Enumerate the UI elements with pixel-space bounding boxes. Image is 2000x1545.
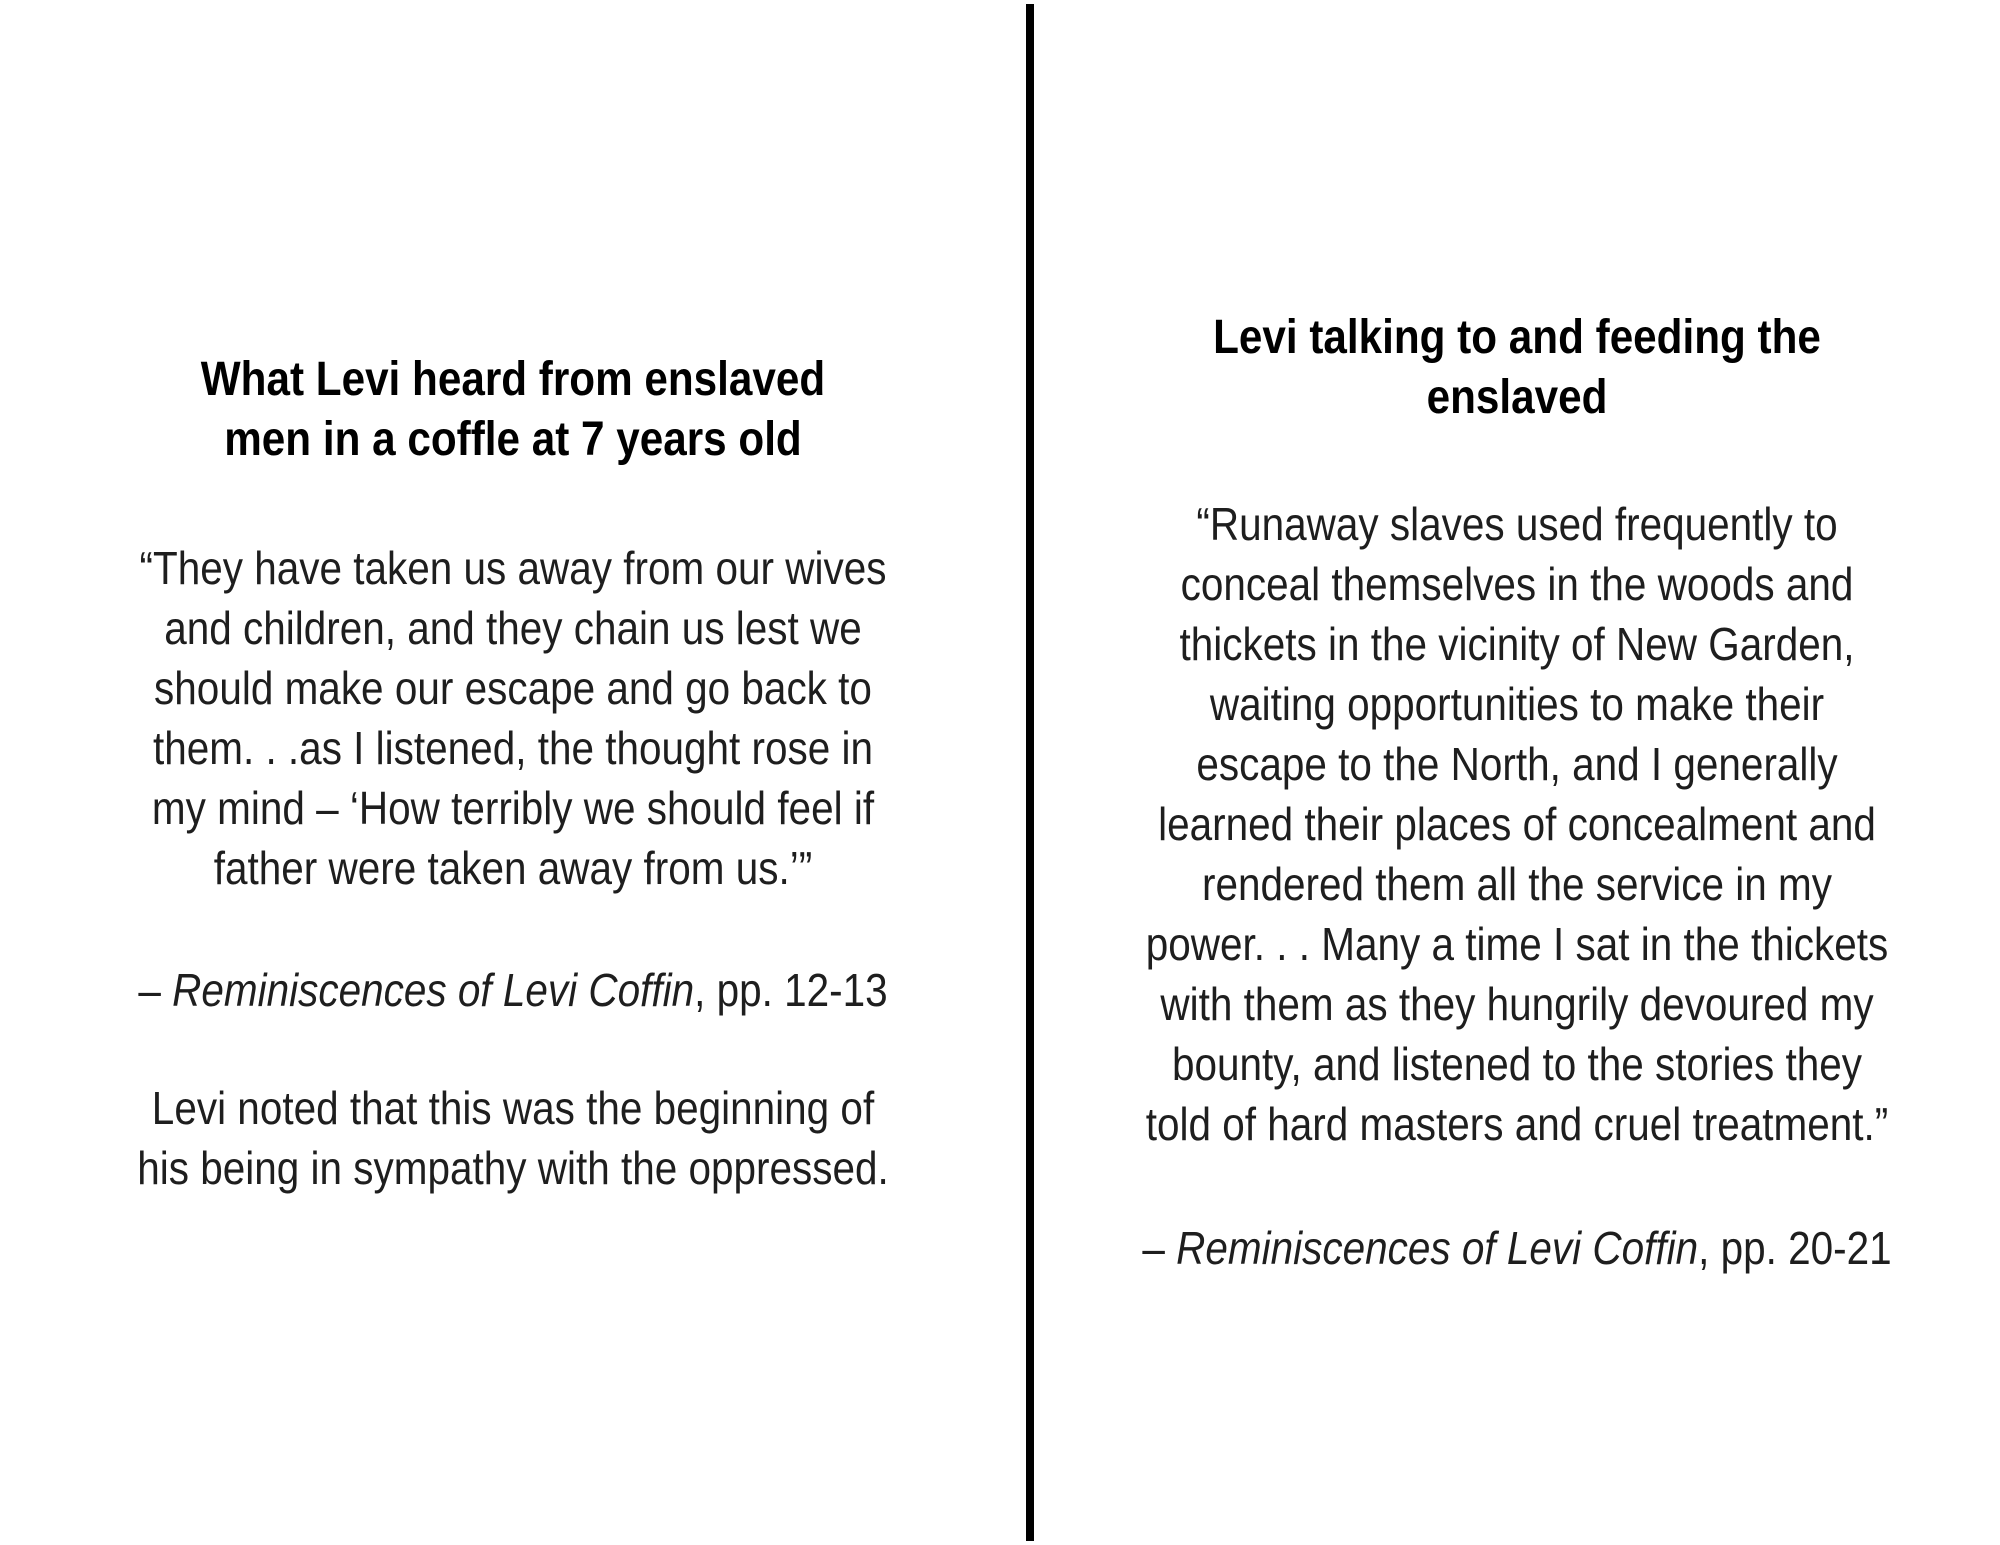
- right-quote-line: told of hard masters and cruel treatment.”: [1145, 1098, 1889, 1150]
- right-quote: [1092, 494, 1942, 1154]
- right-citation: [1092, 1218, 1942, 1278]
- right-quote-line: waiting opportunities to make their: [1209, 678, 1825, 730]
- left-heading: [62, 350, 965, 470]
- right-quote-line: bounty, and listened to the stories they: [1171, 1038, 1863, 1090]
- right-quote-line: learned their places of concealment and: [1158, 798, 1876, 850]
- right-quote-line: rendered them all the service in my: [1202, 858, 1832, 910]
- left-quote-line: my mind – ‘How terribly we should feel if: [151, 782, 875, 834]
- left-citation-title: Reminiscences of Levi Coffin: [172, 964, 695, 1016]
- left-quote: [62, 538, 965, 898]
- right-quote-line: power. . . Many a time I sat in the thickets: [1145, 918, 1889, 970]
- right-quote-line: with them as they hungrily devoured my: [1160, 978, 1874, 1030]
- right-quote-line: thickets in the vicinity of New Garden,: [1179, 618, 1855, 670]
- left-quote-line: father were taken away from us.’”: [213, 842, 813, 894]
- right-quote-line: escape to the North, and I generally: [1196, 738, 1838, 790]
- left-citation: [62, 960, 965, 1020]
- left-quote-line: them. . .as I listened, the thought rose in: [152, 722, 874, 774]
- vertical-divider: [1026, 4, 1034, 1541]
- right-quote-line: conceal themselves in the woods and: [1180, 558, 1854, 610]
- left-note: [62, 1078, 965, 1198]
- left-heading-line: men in a coffle at 7 years old: [224, 413, 802, 466]
- right-column: [1034, 0, 2000, 1545]
- left-heading-line: What Levi heard from enslaved: [200, 353, 826, 406]
- right-citation-pages: , pp. 20-21: [1698, 1222, 1892, 1274]
- left-citation-dash: –: [138, 964, 173, 1016]
- left-quote-line: “They have taken us away from our wives: [139, 542, 887, 594]
- right-heading-line: enslaved: [1426, 371, 1608, 424]
- left-quote-line: and children, and they chain us lest we: [164, 602, 862, 654]
- right-heading-line: Levi talking to and feeding the: [1213, 311, 1821, 364]
- left-quote-line: should make our escape and go back to: [154, 662, 872, 714]
- right-citation-title: Reminiscences of Levi Coffin: [1176, 1222, 1699, 1274]
- right-column-content: [1092, 308, 1942, 1278]
- right-heading: [1092, 308, 1942, 428]
- right-citation-dash: –: [1142, 1222, 1177, 1274]
- left-note-line: his being in sympathy with the oppressed.: [137, 1142, 889, 1194]
- left-note-line: Levi noted that this was the beginning of: [151, 1082, 875, 1134]
- left-column-content: [62, 350, 965, 1198]
- right-quote-line: “Runaway slaves used frequently to: [1196, 498, 1838, 550]
- left-citation-pages: , pp. 12-13: [694, 964, 888, 1016]
